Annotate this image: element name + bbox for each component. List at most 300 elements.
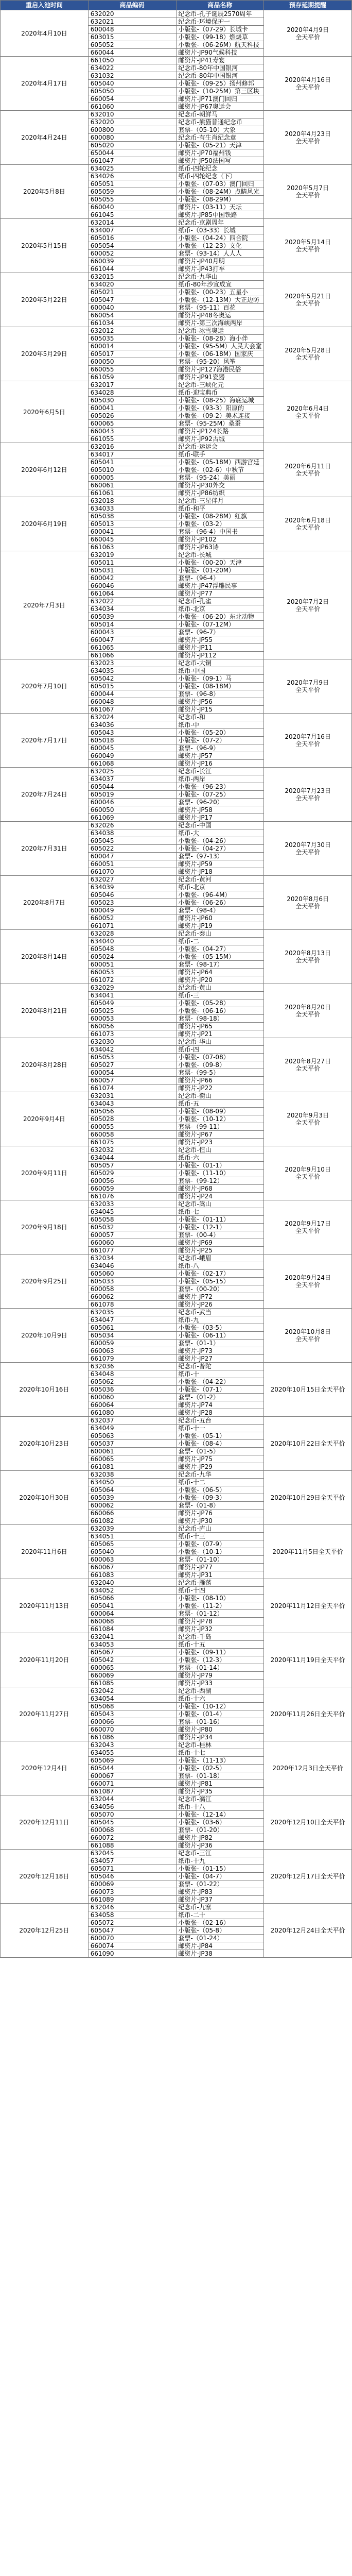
item-name-cell: 纪念币-五台 [176, 1417, 264, 1425]
item-name-cell: 小版张-（07-03）澳门回归 [176, 180, 264, 188]
item-code-cell: 605046 [88, 1873, 176, 1880]
item-name-cell: 纸币-十 [176, 1370, 264, 1378]
item-code-cell: 605024 [88, 953, 176, 961]
item-code-cell: 632037 [88, 1417, 176, 1425]
item-name-cell: 纪念币-三峡化元 [176, 381, 264, 389]
item-code-cell: 661063 [88, 544, 176, 551]
item-name-cell: 邮资片-JP65 [176, 1023, 264, 1030]
item-code-cell: 632022 [88, 598, 176, 605]
item-name-cell: 纸币-九 [176, 1316, 264, 1324]
item-code-cell: 600053 [88, 1015, 176, 1023]
item-name-cell: 邮资片-JP90气候科技 [176, 49, 264, 57]
item-code-cell: 605050 [88, 88, 176, 95]
item-name-cell: 小版张-（01-4） [176, 1710, 264, 1718]
table-row [1, 659, 352, 667]
item-code-cell: 600041 [88, 404, 176, 412]
item-code-cell: 634007 [88, 227, 176, 234]
item-code-cell: 600052 [88, 250, 176, 258]
item-name-cell: 纪念币-峨眉 [176, 1255, 264, 1262]
table-row [1, 497, 352, 505]
table-row [1, 1255, 352, 1262]
item-name-cell: 纸币-二 [176, 938, 264, 945]
item-code-cell: 600055 [88, 1123, 176, 1131]
item-code-cell: 660045 [88, 536, 176, 544]
item-name-cell: 纪念币-冰雪奥运 [176, 327, 264, 335]
item-code-cell: 661085 [88, 1680, 176, 1687]
item-name-cell: 小版张-（06-18M）国家庆 [176, 350, 264, 358]
item-name-cell: 邮资片-JP37 [176, 1896, 264, 1904]
item-name-cell: 小版张-（01-20M） [176, 567, 264, 574]
table-header-row [1, 1, 352, 10]
item-name-cell: 邮资片-JP66 [176, 1077, 264, 1084]
item-name-cell: 邮资片-JP80 [176, 1726, 264, 1734]
item-code-cell: 600050 [88, 358, 176, 366]
item-code-cell: 605046 [88, 891, 176, 899]
item-name-cell: 邮资片-JP78 [176, 1618, 264, 1625]
item-code-cell: 605031 [88, 567, 176, 574]
item-code-cell: 605028 [88, 1115, 176, 1123]
item-name-cell: 纸币-六 [176, 1154, 264, 1162]
item-code-cell: 605016 [88, 234, 176, 242]
table-row [1, 327, 352, 335]
item-code-cell: 660056 [88, 1023, 176, 1030]
item-name-cell: 套票-（01-5） [176, 1448, 264, 1455]
deposit-reminder-cell: 2020年12月24日全天平价 [264, 1904, 352, 1958]
deposit-reminder-cell: 2020年12月17日全天平价 [264, 1850, 352, 1904]
item-code-cell: 634049 [88, 1425, 176, 1432]
item-code-cell: 660048 [88, 698, 176, 706]
item-name-cell: 邮资片-JP63诗 [176, 544, 264, 551]
table-row [1, 1092, 352, 1100]
item-code-cell: 605037 [88, 1440, 176, 1448]
item-name-cell: 小版张-（08-29M） [176, 196, 264, 204]
item-name-cell: 邮资片-JP18 [176, 868, 264, 876]
item-code-cell: 605021 [88, 289, 176, 296]
item-code-cell: 661078 [88, 1301, 176, 1309]
item-code-cell: 660063 [88, 1347, 176, 1355]
deposit-reminder-cell: 2020年10月29日全天平价 [264, 1471, 352, 1525]
item-code-cell: 660051 [88, 860, 176, 868]
item-name-cell: 套票-（01-18） [176, 1772, 264, 1780]
deposit-reminder-cell: 2020年8月27日 全天平价 [264, 1038, 352, 1092]
item-code-cell: 600059 [88, 1340, 176, 1347]
item-name-cell: 套票-（01-22） [176, 1880, 264, 1888]
item-code-cell: 605057 [88, 1162, 176, 1170]
item-code-cell: 632017 [88, 381, 176, 389]
deposit-reminder-cell: 2020年7月23日 全天平价 [264, 768, 352, 822]
restart-date-cell: 2020年8月28日 [1, 1038, 89, 1092]
item-name-cell: 邮资片-JP33 [176, 1680, 264, 1687]
item-name-cell: 邮资片-JP74 [176, 1401, 264, 1409]
deposit-reminder-cell: 2020年8月20日 全天平价 [264, 984, 352, 1038]
item-code-cell: 600064 [88, 1610, 176, 1618]
item-code-cell: 634056 [88, 1803, 176, 1811]
item-code-cell: 634025 [88, 165, 176, 173]
item-code-cell: 600067 [88, 1772, 176, 1780]
item-code-cell: 605047 [88, 296, 176, 304]
item-code-cell: 661055 [88, 435, 176, 443]
item-code-cell: 600063 [88, 1556, 176, 1564]
item-name-cell: 纪念币-庐山 [176, 1525, 264, 1533]
item-name-cell: 纪念币-雁荡 [176, 1579, 264, 1587]
item-name-cell: 邮资片-JP50法国写 [176, 157, 264, 165]
item-code-cell: 632020 [88, 118, 176, 126]
item-code-cell: 634047 [88, 1316, 176, 1324]
item-code-cell: 605065 [88, 1540, 176, 1548]
item-name-cell: 邮资片-JP91瓷器 [176, 374, 264, 381]
restart-date-cell: 2020年8月21日 [1, 984, 89, 1038]
item-code-cell: 661087 [88, 1788, 176, 1795]
item-name-cell: 邮资片-JP24 [176, 1193, 264, 1200]
table-row [1, 1633, 352, 1641]
item-code-cell: 661061 [88, 489, 176, 497]
table-row [1, 381, 352, 389]
item-name-cell: 小版张-（05-1） [176, 1432, 264, 1440]
item-name-cell: 套票-（05-10）大象 [176, 126, 264, 134]
item-code-cell: 605061 [88, 1324, 176, 1332]
item-name-cell: 小版张-（11-13） [176, 1757, 264, 1765]
item-name-cell: 套票-（01-16） [176, 1718, 264, 1726]
item-name-cell: 纪念币-环境保护一 [176, 18, 264, 26]
item-name-cell: 纪念币-西湖 [176, 1687, 264, 1695]
table-row [1, 1904, 352, 1911]
item-code-cell: 600062 [88, 1502, 176, 1510]
item-name-cell: 邮资片-JP59 [176, 860, 264, 868]
item-code-cell: 632012 [88, 327, 176, 335]
item-name-cell: 小版张-（10-25M）第三区块 [176, 88, 264, 95]
deposit-reminder-cell: 2020年4月23日 全天平价 [264, 111, 352, 165]
restart-date-cell: 2020年12月4日 [1, 1741, 89, 1795]
item-name-cell: 纪念币-黄河 [176, 876, 264, 884]
item-name-cell: 邮资片-JP68 [176, 1185, 264, 1193]
table-row [1, 930, 352, 938]
item-code-cell: 605035 [88, 335, 176, 343]
restart-date-cell: 2020年11月20日 [1, 1633, 89, 1687]
item-name-cell: 小版张-（00-20）天津 [176, 559, 264, 567]
item-code-cell: 660046 [88, 582, 176, 590]
item-code-cell: 605048 [88, 945, 176, 953]
item-name-cell: 邮资片-JP30外交 [176, 482, 264, 489]
deposit-reminder-cell: 2020年10月22日全天平价 [264, 1417, 352, 1471]
item-name-cell: 小版张-（07-2） [176, 737, 264, 744]
item-code-cell: 660047 [88, 636, 176, 644]
item-name-cell: 纪念币-三星伴月 [176, 497, 264, 505]
item-name-cell: 邮资片-JP40月明 [176, 258, 264, 265]
item-code-cell: 634028 [88, 389, 176, 397]
item-name-cell: 纪念币-桂林 [176, 1741, 264, 1749]
item-name-cell: 套票-（96-4） [176, 574, 264, 582]
item-name-cell: 纪念币-黄山 [176, 984, 264, 992]
item-code-cell: 661076 [88, 1193, 176, 1200]
item-name-cell: 纪念币-九华山 [176, 273, 264, 281]
item-name-cell: 邮资片-JP43打车 [176, 265, 264, 273]
item-code-cell: 660065 [88, 1455, 176, 1463]
restart-date-cell: 2020年11月27日 [1, 1687, 89, 1741]
item-name-cell: 套票-（01-10） [176, 1556, 264, 1564]
item-code-cell: 632019 [88, 551, 176, 559]
header-item-name: 商品名称 [176, 1, 264, 10]
table-row [1, 714, 352, 721]
item-code-cell: 660072 [88, 1834, 176, 1842]
item-name-cell: 纪念币-三江 [176, 1850, 264, 1857]
item-name-cell: 纸币-五 [176, 1100, 264, 1108]
item-code-cell: 600049 [88, 907, 176, 914]
item-code-cell: 632044 [88, 1795, 176, 1803]
restart-date-cell: 2020年6月5日 [1, 381, 89, 443]
item-name-cell: 小版张-（05-15M） [176, 953, 264, 961]
item-code-cell: 600065 [88, 420, 176, 428]
item-name-cell: 套票-（98-4） [176, 907, 264, 914]
item-name-cell: 小版张-（08-28）海小伴 [176, 335, 264, 343]
item-code-cell: 660066 [88, 1510, 176, 1517]
item-code-cell: 660057 [88, 1077, 176, 1084]
table-row [1, 219, 352, 227]
item-name-cell: 纸币-七 [176, 1208, 264, 1216]
item-name-cell: 小版张-（12-13M）大正边防 [176, 296, 264, 304]
restart-date-cell: 2020年12月25日 [1, 1904, 89, 1958]
item-code-cell: 605017 [88, 350, 176, 358]
item-code-cell: 605069 [88, 1757, 176, 1765]
item-code-cell: 661060 [88, 103, 176, 111]
item-name-cell: 邮资片-JP25 [176, 1247, 264, 1255]
item-name-cell: 小版张-（08-10） [176, 1595, 264, 1602]
item-code-cell: 605038 [88, 513, 176, 520]
item-code-cell: 605040 [88, 1548, 176, 1556]
item-code-cell: 605036 [88, 1386, 176, 1394]
item-name-cell: 小版张-（02-16） [176, 1919, 264, 1927]
item-code-cell: 660064 [88, 1401, 176, 1409]
item-code-cell: 605032 [88, 1224, 176, 1231]
item-code-cell: 605062 [88, 1378, 176, 1386]
item-code-cell: 605064 [88, 1486, 176, 1494]
item-name-cell: 纸币-十七 [176, 1749, 264, 1757]
item-code-cell: 660071 [88, 1780, 176, 1788]
item-name-cell: 小版张-（02-5） [176, 1765, 264, 1772]
item-name-cell: 纸币-四 [176, 1046, 264, 1054]
item-code-cell: 632015 [88, 273, 176, 281]
deposit-reminder-cell: 2020年10月15日全天平价 [264, 1363, 352, 1417]
item-name-cell: 小版张-（02-17） [176, 1270, 264, 1278]
table-row [1, 1363, 352, 1370]
item-code-cell: 605066 [88, 1595, 176, 1602]
item-code-cell: 600070 [88, 1935, 176, 1942]
restart-date-cell: 2020年9月18日 [1, 1200, 89, 1255]
item-name-cell: 小版张-（10-12） [176, 1703, 264, 1710]
item-name-cell: 小版张-（06-20）东北动物 [176, 613, 264, 621]
item-name-cell: 邮资片-JP22 [176, 1084, 264, 1092]
item-code-cell: 632042 [88, 1687, 176, 1695]
item-name-cell: 邮资片-JP83 [176, 1888, 264, 1896]
item-code-cell: 605025 [88, 1007, 176, 1015]
item-code-cell: 600042 [88, 574, 176, 582]
item-code-cell: 634043 [88, 1100, 176, 1108]
item-name-cell: 小版张-（08-24M）点睛风光 [176, 188, 264, 196]
item-code-cell: 600045 [88, 744, 176, 752]
item-code-cell: 632030 [88, 1038, 176, 1046]
table-row [1, 876, 352, 884]
item-name-cell: 套票-（95-11）百花 [176, 304, 264, 312]
item-code-cell: 634045 [88, 1208, 176, 1216]
item-code-cell: 605023 [88, 899, 176, 907]
item-name-cell: 套票-（01-20） [176, 1826, 264, 1834]
table-row [1, 1200, 352, 1208]
item-code-cell: 605020 [88, 142, 176, 149]
item-code-cell: 600044 [88, 690, 176, 698]
item-code-cell: 605010 [88, 466, 176, 474]
item-name-cell: 邮资片-JP73 [176, 1347, 264, 1355]
item-name-cell: 小版张-（11-10） [176, 1170, 264, 1177]
item-code-cell: 605042 [88, 675, 176, 683]
item-code-cell: 661066 [88, 652, 176, 659]
restart-date-cell: 2020年6月12日 [1, 443, 89, 497]
item-name-cell: 纸币-北京 [176, 605, 264, 613]
item-name-cell: 邮资片-JP23 [176, 1139, 264, 1146]
item-name-cell: 纪念币-京剧周年 [176, 219, 264, 227]
restart-date-cell: 2020年4月10日 [1, 10, 89, 57]
item-code-cell: 603015 [88, 33, 176, 41]
item-code-cell: 632028 [88, 930, 176, 938]
table-row [1, 1309, 352, 1316]
table-row [1, 57, 352, 64]
item-name-cell: 邮资片-第三次海峡两岸 [176, 319, 264, 327]
item-name-cell: 套票-（95-24）美丽 [176, 474, 264, 482]
item-code-cell: 661044 [88, 265, 176, 273]
item-name-cell: 小版张-（04-26） [176, 837, 264, 845]
item-name-cell: 小版张-（09-11） [176, 1649, 264, 1656]
item-name-cell: 纸币-十八 [176, 1803, 264, 1811]
item-code-cell: 600051 [88, 961, 176, 969]
item-name-cell: 小版张-（12-14） [176, 1811, 264, 1819]
item-code-cell: 634042 [88, 1046, 176, 1054]
item-code-cell: 661047 [88, 157, 176, 165]
item-name-cell: 邮资片-JP31 [176, 1571, 264, 1579]
item-name-cell: 邮资片-JP124长路 [176, 428, 264, 435]
item-code-cell: 632010 [88, 111, 176, 118]
item-name-cell: 小版张-（05-8） [176, 1927, 264, 1935]
item-code-cell: 600080 [88, 134, 176, 142]
item-code-cell: 600060 [88, 1394, 176, 1401]
restart-date-cell: 2020年10月9日 [1, 1309, 89, 1363]
item-code-cell: 661070 [88, 868, 176, 876]
item-code-cell: 605045 [88, 837, 176, 845]
item-name-cell: 小版张-（08-18M） [176, 683, 264, 690]
item-name-cell: 小版张-（08-09） [176, 1108, 264, 1115]
item-name-cell: 邮资片-JP84 [176, 1942, 264, 1950]
item-name-cell: 小版张-（10-1） [176, 1548, 264, 1556]
restart-date-cell: 2020年7月10日 [1, 659, 89, 714]
item-name-cell: 小版张-（12-3） [176, 1656, 264, 1664]
deposit-reminder-cell: 2020年8月13日 全天平价 [264, 930, 352, 984]
item-name-cell: 套票-（98-18） [176, 1015, 264, 1023]
item-name-cell: 小版张-（09-2）美术连接 [176, 412, 264, 420]
header-item-code: 商品编码 [88, 1, 176, 10]
item-code-cell: 605042 [88, 1656, 176, 1664]
item-code-cell: 661059 [88, 374, 176, 381]
restart-date-cell: 2020年7月31日 [1, 822, 89, 876]
item-name-cell: 邮资片-JP15 [176, 706, 264, 714]
item-code-cell: 600057 [88, 1231, 176, 1239]
item-name-cell: 小版张-（12-1） [176, 1224, 264, 1231]
item-name-cell: 纪念币-孔雀 [176, 598, 264, 605]
item-name-cell: 邮资片-（03-11）天坛 [176, 204, 264, 211]
deposit-reminder-cell: 2020年9月3日 全天平价 [264, 1092, 352, 1146]
item-code-cell: 600061 [88, 1448, 176, 1455]
item-name-cell: 纸币-十二 [176, 1479, 264, 1486]
item-code-cell: 661079 [88, 1355, 176, 1363]
item-name-cell: 套票-（93-14）人人人 [176, 250, 264, 258]
item-name-cell: 小版张-（04-22） [176, 1378, 264, 1386]
item-name-cell: 套票-（96-20） [176, 799, 264, 806]
restart-date-cell: 2020年6月19日 [1, 497, 89, 551]
item-code-cell: 632046 [88, 1904, 176, 1911]
table-row [1, 1417, 352, 1425]
item-name-cell: 小版张-（01-15） [176, 1865, 264, 1873]
header-deposit-reminder: 预存延期提醒 [264, 1, 352, 10]
item-name-cell: 邮资片-JP81 [176, 1780, 264, 1788]
item-code-cell: 661080 [88, 1409, 176, 1417]
item-name-cell: 纪念币-有生肖纪念章 [176, 134, 264, 142]
item-name-cell: 套票-（96-7） [176, 629, 264, 636]
item-code-cell: 631032 [88, 72, 176, 80]
restart-date-cell: 2020年10月30日 [1, 1471, 89, 1525]
item-name-cell: 小版张-（06-26） [176, 899, 264, 907]
item-name-cell: 纸币-两岸 [176, 775, 264, 783]
item-code-cell: 632031 [88, 1092, 176, 1100]
item-name-cell: 纸币-中 [176, 721, 264, 729]
item-code-cell: 605030 [88, 397, 176, 404]
item-name-cell: 小版张-（04-24）四合院 [176, 234, 264, 242]
deposit-reminder-cell: 2020年6月18日 全天平价 [264, 497, 352, 551]
item-name-cell: 邮资片-JP64 [176, 969, 264, 976]
item-name-cell: 小版张-（07-12M） [176, 621, 264, 629]
item-name-cell: 小版张-（09-25）扬州修邦 [176, 80, 264, 88]
item-name-cell: 套票-（96-8） [176, 690, 264, 698]
item-name-cell: 纪念币-朝鲜马 [176, 111, 264, 118]
item-code-cell: 660061 [88, 482, 176, 489]
item-name-cell: 邮资片-JP20 [176, 976, 264, 984]
item-name-cell: 小版张-（08-4） [176, 1440, 264, 1448]
item-name-cell: 套票-（01-8） [176, 1502, 264, 1510]
table-row [1, 822, 352, 829]
item-name-cell: 纪念币-恒山 [176, 1146, 264, 1154]
restart-date-cell: 2020年5月15日 [1, 219, 89, 273]
item-name-cell: 纸币-中国 [176, 667, 264, 675]
item-code-cell: 600047 [88, 853, 176, 860]
item-name-cell: 小版张-（06-11） [176, 1332, 264, 1340]
item-name-cell: 纪念币-80年中国银河 [176, 72, 264, 80]
item-name-cell: 套票-（99-12） [176, 1177, 264, 1185]
item-code-cell: 661067 [88, 706, 176, 714]
item-code-cell: 632041 [88, 1633, 176, 1641]
item-code-cell: 661065 [88, 644, 176, 652]
item-name-cell: 邮资片-JP75 [176, 1455, 264, 1463]
table-row [1, 1687, 352, 1695]
item-code-cell: 661034 [88, 319, 176, 327]
item-name-cell: 邮资片-JP47浮雕民事 [176, 582, 264, 590]
item-code-cell: 634054 [88, 1695, 176, 1703]
item-code-cell: 634048 [88, 1370, 176, 1378]
item-code-cell: 605041 [88, 459, 176, 466]
item-name-cell: 套票-（99-11） [176, 1123, 264, 1131]
item-name-cell: 小版张-（05-15） [176, 1278, 264, 1285]
deposit-reminder-cell: 2020年7月2日 全天平价 [264, 551, 352, 659]
item-name-cell: 小版张-（06-16） [176, 1007, 264, 1015]
item-code-cell: 605068 [88, 1703, 176, 1710]
deposit-reminder-cell: 2020年6月4日 全天平价 [264, 381, 352, 443]
item-code-cell: 600041 [88, 528, 176, 536]
item-name-cell: 邮资片-JP32 [176, 1625, 264, 1633]
item-name-cell: 邮资片-JP77 [176, 590, 264, 598]
